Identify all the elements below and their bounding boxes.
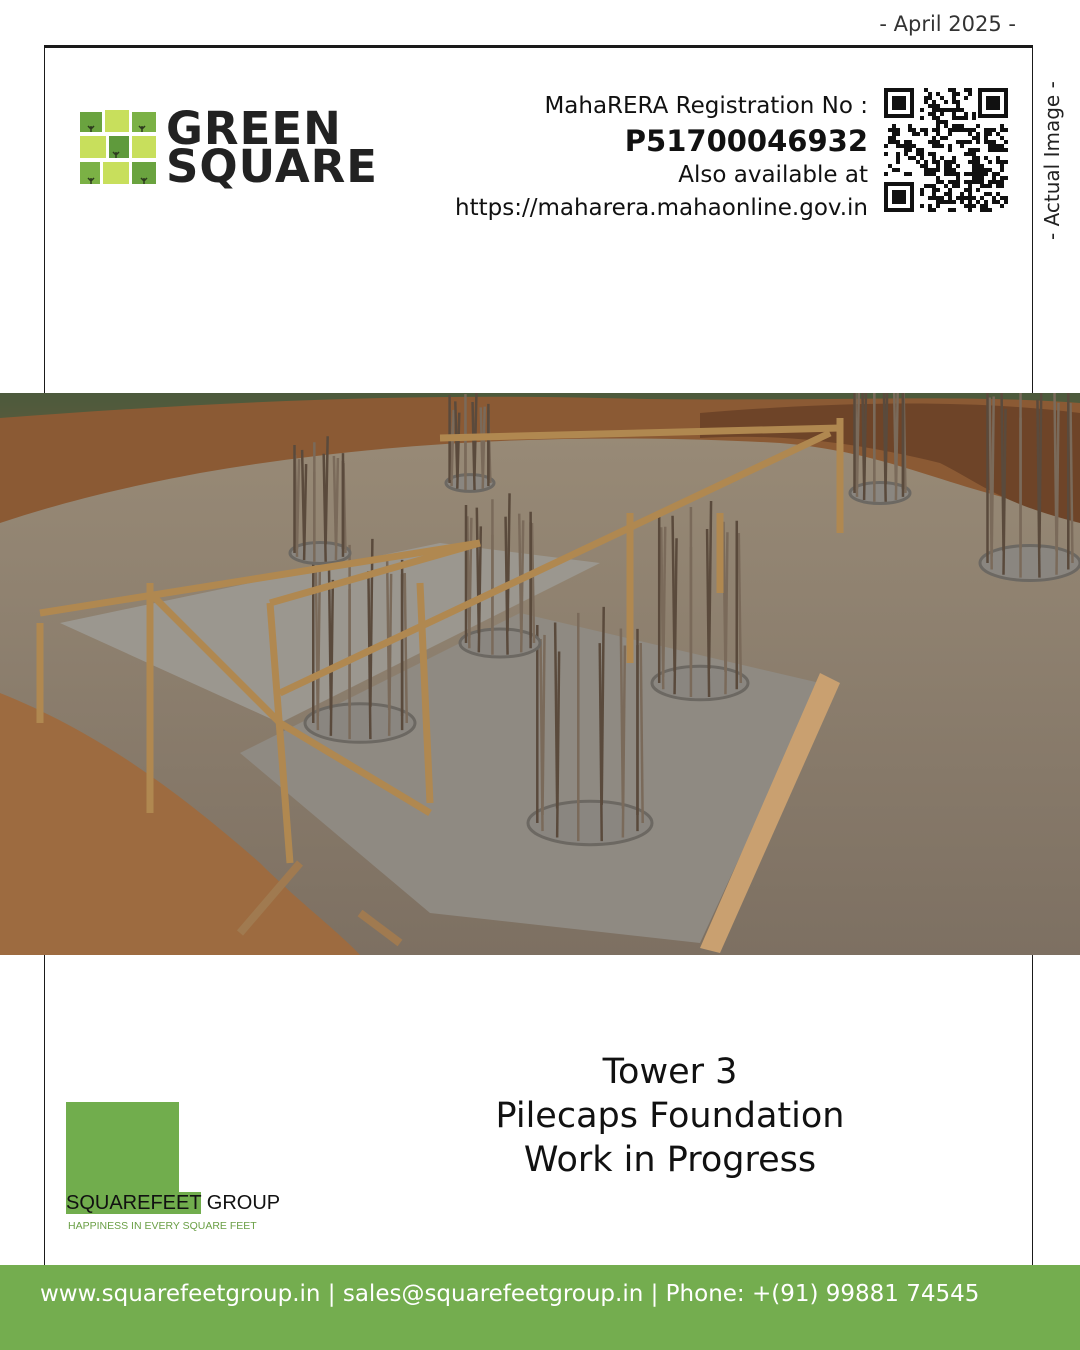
logo-line2: SQUARE xyxy=(166,140,379,193)
rera-label: MahaRERA Registration No : xyxy=(544,93,868,119)
pilecaps-photo-illustration xyxy=(0,393,1080,955)
logo-line1: GREEN xyxy=(166,102,342,155)
rera-url[interactable]: https://maharera.mahaonline.gov.in xyxy=(455,195,868,221)
caption-line3: Work in Progress xyxy=(523,1140,817,1180)
photo-caption xyxy=(440,1050,900,1182)
rera-available-text: Also available at xyxy=(678,162,868,188)
brand-name xyxy=(66,1192,280,1215)
qr-code-icon xyxy=(882,86,1010,214)
actual-image-label: - Actual Image - xyxy=(1040,81,1064,240)
green-square-logo xyxy=(80,102,380,193)
construction-site-photo xyxy=(0,393,1080,955)
brand-tagline: HAPPINESS IN EVERY SQUARE FEET xyxy=(68,1220,257,1232)
brand-name-highlight: SQUAREFEET xyxy=(66,1192,202,1214)
logo-wordmark xyxy=(166,102,379,193)
caption-line2: Pilecaps Foundation xyxy=(495,1096,845,1136)
frame-top-border xyxy=(44,45,1033,48)
rera-info xyxy=(455,90,868,225)
logo-tiles-icon xyxy=(80,110,156,186)
squarefeet-logo-square xyxy=(66,1102,179,1198)
date-label: - April 2025 - xyxy=(879,12,1016,36)
caption-line1: Tower 3 xyxy=(602,1052,738,1092)
rera-number: P51700046932 xyxy=(624,124,868,158)
brand-name-rest: GROUP xyxy=(201,1192,281,1214)
squarefeet-group-logo xyxy=(66,1102,281,1237)
footer-contact[interactable]: www.squarefeetgroup.in | sales@squarefeetgroup.in | Phone: +(91) 99881 74545 xyxy=(40,1281,980,1307)
footer-bar xyxy=(0,1265,1080,1350)
